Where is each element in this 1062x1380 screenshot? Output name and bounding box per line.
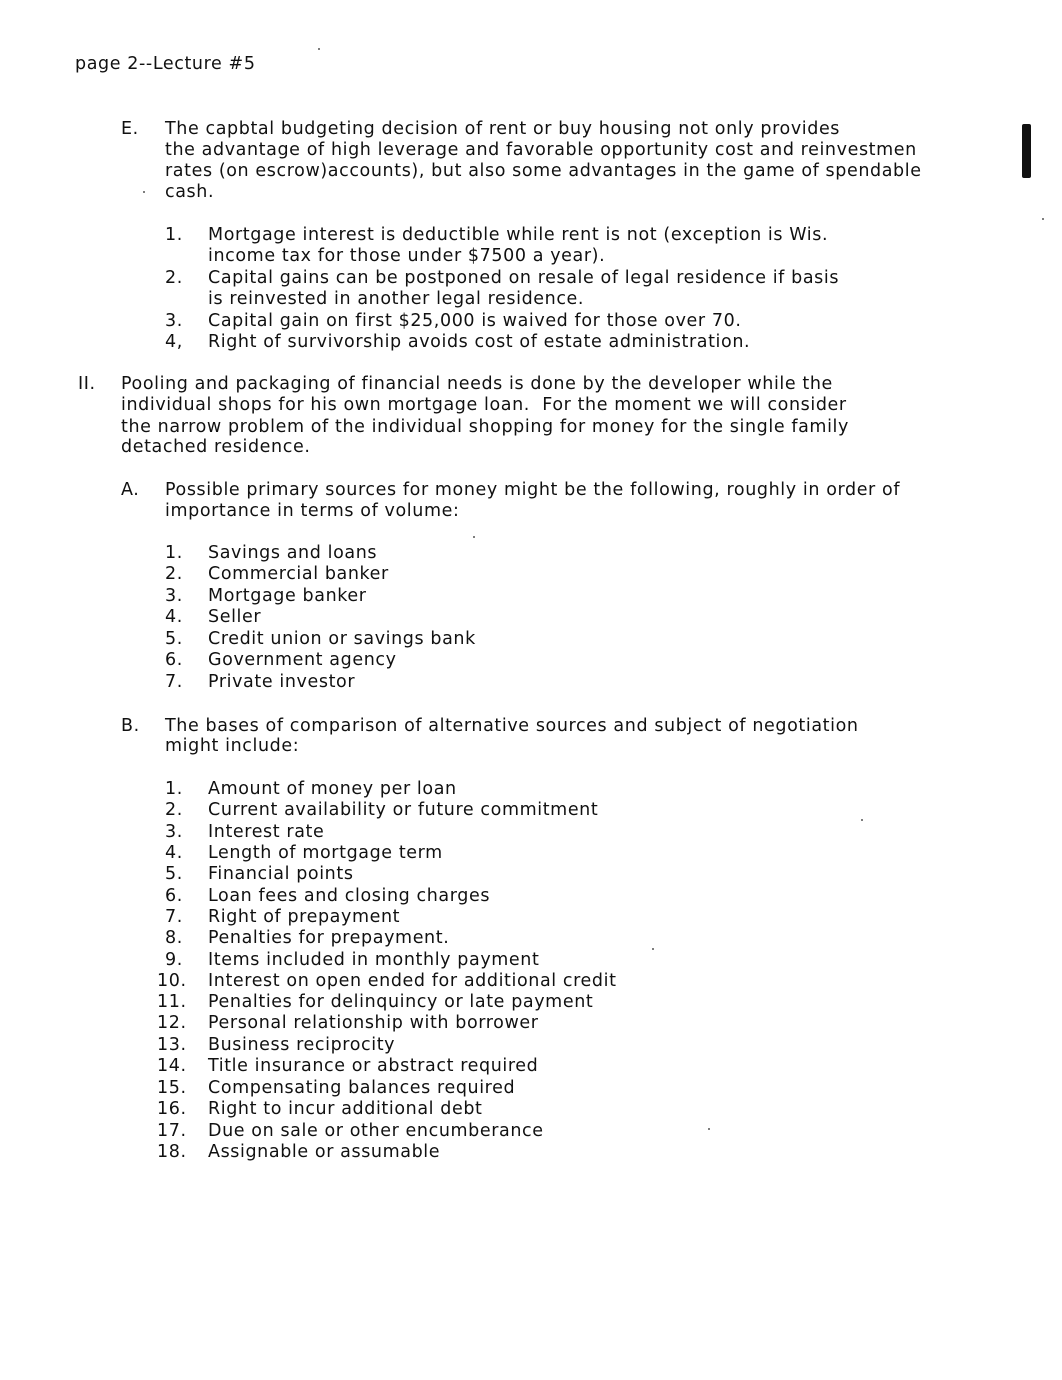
section-e-item-line: Capital gains can be postponed on resale of legal residence if basis xyxy=(208,268,840,288)
section-e-line: The capbtal budgeting decision of rent or buy housing not only provides xyxy=(165,119,841,139)
section-e-item-number: 3. xyxy=(165,311,183,331)
section-b-item-number: 4. xyxy=(165,843,183,863)
section-b-item-text: Business reciprocity xyxy=(208,1035,396,1055)
section-b-item-text: Compensating balances required xyxy=(208,1078,516,1098)
section-b-marker: B. xyxy=(121,716,140,736)
section-b-item-number: 14. xyxy=(157,1056,187,1076)
section-b-item-number: 17. xyxy=(157,1121,187,1141)
section-b-item-number: 8. xyxy=(165,928,183,948)
section-e-marker: E. xyxy=(121,119,139,139)
section-e-item-number: 2. xyxy=(165,268,183,288)
section-b-item-text: Due on sale or other encumberance xyxy=(208,1121,544,1141)
scan-speck xyxy=(708,1128,710,1130)
section-a-item-text: Private investor xyxy=(208,672,356,692)
section-b-item-text: Title insurance or abstract required xyxy=(208,1056,539,1076)
section-a-line: importance in terms of volume: xyxy=(165,501,460,521)
section-b-item-text: Right to incur additional debt xyxy=(208,1099,483,1119)
section-b-item-number: 5. xyxy=(165,864,183,884)
scan-speck xyxy=(652,948,654,950)
section-b-item-text: Current availability or future commitment xyxy=(208,800,599,820)
section-b-item-text: Amount of money per loan xyxy=(208,779,457,799)
section-ii-line: the narrow problem of the individual shopping for money for the single family xyxy=(121,417,849,437)
section-b-item-number: 9. xyxy=(165,950,183,970)
section-e-line: cash. xyxy=(165,182,215,202)
section-b-line: The bases of comparison of alternative sources and subject of negotiation xyxy=(165,716,859,736)
section-b-item-number: 10. xyxy=(157,971,187,991)
section-b-item-number: 2. xyxy=(165,800,183,820)
section-e-item-line: is reinvested in another legal residence. xyxy=(208,289,585,309)
section-b-item-text: Financial points xyxy=(208,864,354,884)
section-a-item-number: 4. xyxy=(165,607,183,627)
section-e-item-number: 4, xyxy=(165,332,183,352)
section-b-item-text: Penalties for prepayment. xyxy=(208,928,450,948)
section-a-item-text: Savings and loans xyxy=(208,543,378,563)
scan-speck xyxy=(1042,218,1044,220)
section-e-item-line: Mortgage interest is deductible while rent is not (exception is Wis. xyxy=(208,225,829,245)
section-b-item-number: 16. xyxy=(157,1099,187,1119)
section-a-marker: A. xyxy=(121,480,140,500)
section-b-item-text: Personal relationship with borrower xyxy=(208,1013,539,1033)
section-a-item-number: 3. xyxy=(165,586,183,606)
section-a-item-text: Credit union or savings bank xyxy=(208,629,476,649)
section-b-item-number: 13. xyxy=(157,1035,187,1055)
section-e-line: the advantage of high leverage and favorable opportunity cost and reinvestmen xyxy=(165,140,917,160)
section-b-item-text: Loan fees and closing charges xyxy=(208,886,491,906)
scan-edge-mark xyxy=(1022,124,1031,178)
scan-speck xyxy=(143,191,145,193)
section-e-item-line: Capital gain on first $25,000 is waived for those over 70. xyxy=(208,311,742,331)
section-ii-marker: II. xyxy=(78,374,96,394)
section-b-item-text: Interest rate xyxy=(208,822,325,842)
section-b-item-text: Right of prepayment xyxy=(208,907,401,927)
section-e-line: rates (on escrow)accounts), but also some advantages in the game of spendable xyxy=(165,161,922,181)
section-ii-line: Pooling and packaging of financial needs is done by the developer while the xyxy=(121,374,833,394)
section-b-item-number: 18. xyxy=(157,1142,187,1162)
section-b-item-text: Interest on open ended for additional credit xyxy=(208,971,617,991)
section-a-item-text: Government agency xyxy=(208,650,397,670)
page-header: page 2--Lecture #5 xyxy=(75,54,256,74)
section-b-item-number: 15. xyxy=(157,1078,187,1098)
scan-speck xyxy=(318,48,320,50)
section-a-item-number: 6. xyxy=(165,650,183,670)
section-e-item-line: Right of survivorship avoids cost of estate administration. xyxy=(208,332,751,352)
section-a-item-text: Mortgage banker xyxy=(208,586,367,606)
section-b-item-text: Assignable or assumable xyxy=(208,1142,441,1162)
section-ii-line: individual shops for his own mortgage loan. For the moment we will consider xyxy=(121,395,847,415)
section-b-item-number: 11. xyxy=(157,992,187,1012)
section-b-line: might include: xyxy=(165,736,300,756)
section-a-line: Possible primary sources for money might be the following, roughly in order of xyxy=(165,480,901,500)
section-a-item-number: 7. xyxy=(165,672,183,692)
section-a-item-text: Seller xyxy=(208,607,262,627)
section-a-item-text: Commercial banker xyxy=(208,564,389,584)
section-e-item-number: 1. xyxy=(165,225,183,245)
section-ii-line: detached residence. xyxy=(121,437,311,457)
section-b-item-text: Penalties for delinquincy or late payment xyxy=(208,992,594,1012)
section-b-item-number: 12. xyxy=(157,1013,187,1033)
scan-speck xyxy=(861,819,863,821)
section-b-item-text: Items included in monthly payment xyxy=(208,950,540,970)
section-b-item-number: 6. xyxy=(165,886,183,906)
section-b-item-number: 3. xyxy=(165,822,183,842)
section-a-item-number: 2. xyxy=(165,564,183,584)
section-b-item-number: 7. xyxy=(165,907,183,927)
section-e-item-line: income tax for those under $7500 a year). xyxy=(208,246,606,266)
section-b-item-text: Length of mortgage term xyxy=(208,843,443,863)
scan-speck xyxy=(473,536,475,538)
section-b-item-number: 1. xyxy=(165,779,183,799)
section-a-item-number: 5. xyxy=(165,629,183,649)
section-a-item-number: 1. xyxy=(165,543,183,563)
